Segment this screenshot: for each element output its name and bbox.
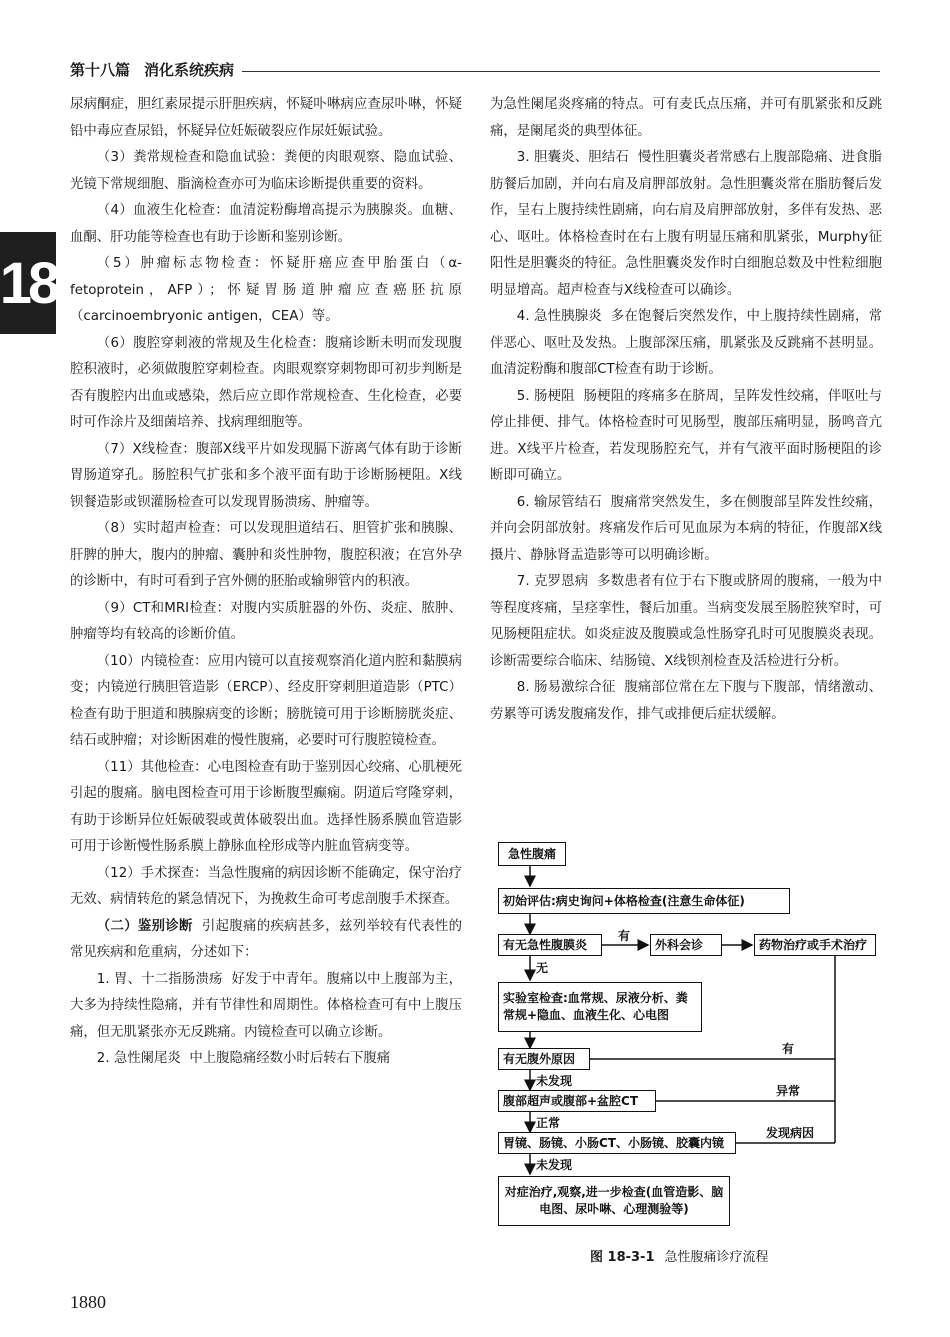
figure-number: 图 18-3-1 xyxy=(590,1250,655,1265)
running-header xyxy=(70,56,880,82)
edge-label-not-found: 未发现 xyxy=(536,1158,573,1172)
paragraph: （4）血液生化检查：血清淀粉酶增高提示为胰腺炎。血糖、血酮、肝功能等检查也有助于诊断和鉴别诊断。 xyxy=(70,203,462,245)
paragraph: （7）X线检查：腹部X线平片如发现膈下游离气体有助于诊断胃肠道穿孔。肠腔积气扩张和多个液平面有助于诊断肠梗阻。X线钡餐造影或钡灌肠检查可以发现胃肠溃疡、肿瘤等。 xyxy=(70,441,462,510)
paragraph: （11）其他检查：心电图检查有助于鉴别因心绞痛、心肌梗死引起的腹痛。脑电图检查可用于诊断腹型癫痫。阴道后穹隆穿刺，有助于诊断异位妊娠破裂或黄体破裂出血。选择性肠系膜血管造影可用于诊断慢性肠系膜上静脉血栓形成等内脏血管病变等。 xyxy=(70,759,462,854)
section-text: 引起腹痛的疾病甚多，兹列举较有代表性的常见疾病和危重病，分述如下： xyxy=(70,918,463,960)
node-surgical-consult: 外科会诊 xyxy=(650,934,722,956)
disease-paragraph xyxy=(490,384,882,490)
node-acute-abdominal-pain: 急性腹痛 xyxy=(498,842,566,866)
paragraph: （10）内镜检查：应用内镜可以直接观察消化道内腔和黏膜病变；内镜逆行胰胆管造影（ERCP）、经皮肝穿刺胆道造影（PTC）检查有助于胆道和胰腺病变的诊断；膀胱镜可用于诊断膀胱炎症、结石或肿瘤；对诊断困难的慢性腹痛，必要时可行腹腔镜检查。 xyxy=(70,653,462,748)
disease-paragraph xyxy=(490,490,882,570)
node-initial-assessment: 初始评估:病史询问+体格检查(注意生命体征) xyxy=(498,888,790,914)
node-lab-tests: 实验室检查:血常规、尿液分析、粪常规+隐血、血液生化、心电图 xyxy=(498,982,702,1032)
figure-title: 急性腹痛诊疗流程 xyxy=(664,1250,769,1265)
section-heading: （二）鉴别诊断 xyxy=(96,918,193,934)
disease-paragraph xyxy=(70,967,462,1047)
left-column xyxy=(70,92,462,1073)
node-symptomatic-treatment: 对症治疗,观察,进一步检查(血管造影、脑电图、尿卟啉、心理测验等) xyxy=(498,1176,730,1226)
paragraph: 尿病酮症，胆红素尿提示肝胆疾病，怀疑卟啉病应查尿卟啉，怀疑铅中毒应查尿铅，怀疑异位妊娠破裂应作尿妊娠试验。 xyxy=(70,97,462,139)
right-column xyxy=(490,92,882,728)
disease-title: 2. 急性阑尾炎 xyxy=(96,1051,181,1066)
paragraph: （6）腹腔穿刺液的常规及生化检查：腹痛诊断未明而发现腹腔积液时，必须做腹腔穿刺检查。肉眼观察穿刺物即可初步判断是否有腹腔内出血或感染，然后应立即作常规检查、生化检查，必要时可作涂片及细菌培养、找病理细胞等。 xyxy=(70,335,462,430)
edge-label-abnormal: 异常 xyxy=(776,1084,801,1098)
disease-paragraph xyxy=(490,675,882,728)
disease-text: 腹痛常突然发生，多在侧腹部呈阵发性绞痛，并向会阴部放射。疼痛发作后可见血尿为本病的特征，作腹部X线摄片、静脉肾盂造影等可以明确诊断。 xyxy=(490,494,882,563)
section-paragraph xyxy=(70,914,462,967)
flowchart xyxy=(490,838,890,1248)
disease-text: 多在饱餐后突然发作，中上腹持续性剧痛，常伴恶心、呕吐及发热。上腹部深压痛，肌紧张及反跳痛不甚明显。血清淀粉酶和腹部CT检查有助于诊断。 xyxy=(490,309,882,377)
disease-paragraph xyxy=(490,304,882,384)
node-peritonitis-check: 有无急性腹膜炎 xyxy=(498,934,602,956)
node-ultrasound-ct: 腹部超声或腹部+盆腔CT xyxy=(498,1090,656,1112)
node-endoscopy: 胃镜、肠镜、小肠CT、小肠镜、胶囊内镜 xyxy=(498,1132,736,1154)
disease-paragraph xyxy=(70,1046,462,1073)
disease-text: 中上腹隐痛经数小时后转右下腹痛 xyxy=(189,1051,391,1066)
edge-label-no: 无 xyxy=(536,961,549,975)
edge-label-yes: 有 xyxy=(618,929,631,943)
disease-text: 好发于中青年。腹痛以中上腹部为主，大多为持续性隐痛，并有节律性和周期性。体格检查可有中上腹压痛，但无肌紧张亦无反跳痛。内镜检查可以确立诊断。 xyxy=(70,971,462,1040)
disease-title: 1. 胃、十二指肠溃疡 xyxy=(96,971,223,987)
disease-title: 8. 肠易激综合征 xyxy=(516,680,616,695)
chapter-thumb-tab: 18 xyxy=(0,232,56,334)
disease-text: 肠梗阻的疼痛多在脐周，呈阵发性绞痛，伴呕吐与停止排便、排气。体格检查时可见肠型，腹部压痛明显，肠鸣音亢进。X线平片检查，若发现肠腔充气，并有气液平面时肠梗阻的诊断即可确立。 xyxy=(490,388,882,483)
part-title: 消化系统疾病 xyxy=(144,60,235,79)
disease-paragraph xyxy=(490,569,882,675)
node-extra-abdominal-cause: 有无腹外原因 xyxy=(498,1048,590,1070)
paragraph: （8）实时超声检查：可以发现胆道结石、胆管扩张和胰腺、肝脾的肿大，腹内的肿瘤、囊肿和炎性肿物，腹腔积液；在宫外孕的诊断中，有时可看到子宫外侧的胚胎或输卵管内的积液。 xyxy=(70,521,462,589)
disease-title: 3. 胆囊炎、胆结石 xyxy=(516,150,630,165)
disease-text: 腹痛部位常在左下腹与下腹部，情绪激动、劳累等可诱发腹痛发作，排气或排便后症状缓解。 xyxy=(490,680,882,722)
disease-paragraph xyxy=(490,145,882,304)
edge-label-not-found: 未发现 xyxy=(536,1074,573,1088)
edge-label-cause-found: 发现病因 xyxy=(766,1126,815,1140)
disease-text: 多数患者有位于右下腹或脐周的腹痛，一般为中等程度疼痛，呈痉挛性，餐后加重。当病变发展至肠腔狭窄时，可见肠梗阻症状。如炎症波及腹膜或急性肠穿孔时可见腹膜炎表现。诊断需要综合临床、结肠镜、X线钡剂检查及活检进行分析。 xyxy=(490,574,882,669)
disease-text: 慢性胆囊炎者常感右上腹部隐痛、进食脂肪餐后加剧，并向右肩及肩胛部放射。急性胆囊炎常在脂肪餐后发作，呈右上腹持续性剧痛，向右肩及肩胛部放射，多伴有发热、恶心、呕吐。体格检查时在右上腹有明显压痛和肌紧张，Murphy征阳性是胆囊炎的特征。急性胆囊炎发作时白细胞总数及中性粒细胞明显增高。超声检查与X线检查可以确诊。 xyxy=(490,150,882,298)
figure-caption xyxy=(590,1246,769,1265)
disease-title: 6. 输尿管结石 xyxy=(516,494,602,510)
node-treatment: 药物治疗或手术治疗 xyxy=(754,934,876,956)
disease-title: 5. 肠梗阻 xyxy=(516,388,575,404)
paragraph: 为急性阑尾炎疼痛的特点。可有麦氏点压痛，并可有肌紧张和反跳痛，是阑尾炎的典型体征。 xyxy=(490,97,882,139)
paragraph: （5）肿瘤标志物检查：怀疑肝癌应查甲胎蛋白（α-fetoprotein，AFP）；怀疑胃肠道肿瘤应查癌胚抗原（carcinoembryonic antigen，CEA）等。 xyxy=(70,256,462,324)
page-number: 1880 xyxy=(70,1292,106,1312)
part-label: 第十八篇 xyxy=(70,60,131,79)
edge-label-normal: 正常 xyxy=(536,1116,561,1130)
header-rule xyxy=(242,71,880,72)
paragraph: （12）手术探查：当急性腹痛的病因诊断不能确定，保守治疗无效、病情转危的紧急情况下，为挽救生命可考虑剖腹手术探查。 xyxy=(70,865,462,907)
paragraph: （3）粪常规检查和隐血试验：粪便的肉眼观察、隐血试验、光镜下常规细胞、脂滴检查亦可为临床诊断提供重要的资料。 xyxy=(70,150,462,192)
disease-title: 4. 急性胰腺炎 xyxy=(516,309,602,324)
edge-label-yes: 有 xyxy=(782,1042,795,1056)
disease-title: 7. 克罗恩病 xyxy=(516,574,589,589)
paragraph: （9）CT和MRI检查：对腹内实质脏器的外伤、炎症、脓肿、肿瘤等均有较高的诊断价值。 xyxy=(70,600,462,642)
